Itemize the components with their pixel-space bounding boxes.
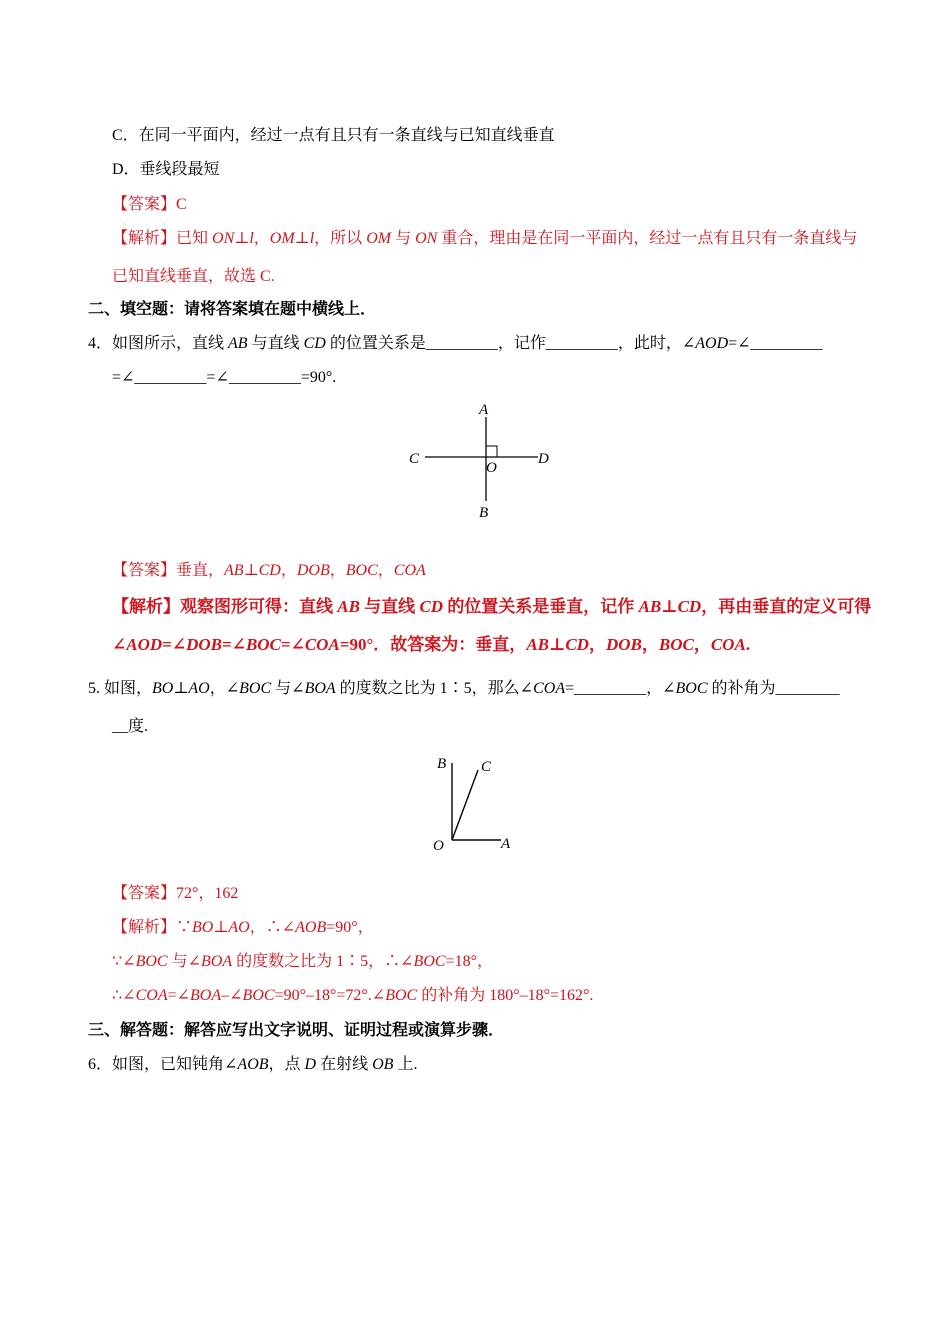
text: 5. 如图， [88, 680, 153, 697]
q5-answer [112, 883, 238, 905]
math: BOC [345, 562, 378, 579]
text: 与 [391, 230, 416, 247]
answer-text: 72°，162 [176, 885, 239, 902]
math: BOA [304, 680, 336, 697]
q4-stem-line-1 [88, 333, 823, 355]
math: BOC [135, 953, 168, 970]
text: 与直线 [359, 597, 420, 616]
text: ， [280, 562, 297, 579]
math: DOB [296, 562, 330, 579]
math: CD [419, 597, 444, 616]
math: AOD [695, 335, 729, 352]
math: AO [228, 919, 250, 936]
text: ，再由垂直的定义可得 [701, 597, 872, 616]
text: ，∠ [209, 680, 240, 697]
q3-analysis-line-2: 已知直线垂直，故选 C. [112, 268, 275, 285]
ray-oc [452, 770, 478, 840]
analysis-tag: 【解析】 [112, 597, 180, 616]
text: ⊥ [173, 680, 189, 697]
label-d: D [538, 451, 549, 467]
math: AB [526, 635, 549, 654]
text: ∠ [112, 635, 127, 654]
text: ， [253, 230, 270, 247]
text: 已知 [176, 230, 213, 247]
math: BOC [385, 987, 418, 1004]
text: 重合，理由是在同一平面内，经过一点有且只有一条直线与 [437, 230, 858, 247]
math: DOB [605, 635, 642, 654]
math: BOC [242, 987, 275, 1004]
text: ∵ [176, 919, 193, 936]
math: COA [135, 987, 168, 1004]
math: BO [152, 680, 174, 697]
text: ⊥ [213, 919, 229, 936]
math: AB [224, 562, 244, 579]
answer-text: C [176, 196, 187, 213]
answer-tag: 【答案】 [112, 196, 177, 213]
q5-analysis-line-3 [112, 985, 593, 1007]
math: COA [710, 635, 746, 654]
label-a: A [479, 402, 489, 418]
text: =∠ [167, 987, 191, 1004]
q4-analysis-line-2 [112, 634, 750, 656]
text: 4．如图所示，直线 [88, 335, 229, 352]
answer-tag: 【答案】 [112, 562, 177, 579]
q4-answer [112, 560, 426, 582]
math: DOB [186, 635, 222, 654]
text: =18°， [445, 953, 493, 970]
text: 6．如图，已知钝角∠ [88, 1056, 238, 1073]
math: BOC [413, 953, 446, 970]
math: l [249, 230, 254, 247]
label-a: A [501, 836, 511, 852]
text: ⊥ [294, 230, 310, 247]
math: CD [303, 335, 326, 352]
math: CD [565, 635, 589, 654]
label-b: B [479, 505, 489, 521]
text: =∠ [162, 635, 187, 654]
text: ⊥ [234, 230, 250, 247]
math: AOD [126, 635, 163, 654]
q3-answer [112, 194, 187, 216]
analysis-tag: 【解析】 [112, 919, 177, 936]
math: BOC [675, 680, 708, 697]
math: AO [188, 680, 210, 697]
text: ∵∠ [112, 953, 136, 970]
math: AB [337, 597, 360, 616]
q5-analysis-line-2 [112, 951, 493, 973]
text: =∠_________ [728, 335, 823, 352]
math: AOB [237, 1056, 269, 1073]
right-angle-mark [486, 446, 497, 457]
q6-stem-line-1 [88, 1054, 417, 1076]
text: ∴∠ [112, 987, 136, 1004]
math: D [304, 1056, 317, 1073]
math: ON [212, 230, 235, 247]
text: 的位置关系是垂直，记作 [443, 597, 639, 616]
text: =90°， [326, 919, 374, 936]
math: BOC [658, 635, 694, 654]
q4-perpendicular-figure [400, 398, 560, 523]
text: =90°．故答案为：垂直， [339, 635, 527, 654]
math: OM [366, 230, 392, 247]
text: 的补角为 180°–18°=162°. [417, 987, 594, 1004]
text: ， [693, 635, 711, 654]
text: 与∠ [271, 680, 305, 697]
section-2-title: 二、填空题：请将答案填在题中横线上． [88, 301, 377, 318]
text: 与∠ [167, 953, 202, 970]
text: ， [329, 562, 346, 579]
answer-tag: 【答案】 [112, 885, 177, 902]
q3-option-c: C．在同一平面内，经过一点有且只有一条直线与已知直线垂直 [112, 127, 555, 144]
text: ，点 [268, 1056, 305, 1073]
text: ⊥ [549, 635, 566, 654]
text: 的补角为________ [707, 680, 840, 697]
q5-stem-line-2: __度. [112, 718, 149, 735]
q4-stem-line-2: =∠_________=∠_________=90°. [112, 369, 337, 386]
analysis-tag: 【解析】 [112, 230, 177, 247]
text: . [745, 635, 751, 654]
text: 的度数之比为 1∶5，∴∠ [232, 953, 414, 970]
text: 在射线 [316, 1056, 373, 1073]
text: ⊥ [661, 597, 678, 616]
text: 的度数之比为 1∶5，那么∠ [335, 680, 534, 697]
text: –∠ [221, 987, 243, 1004]
math: OB [372, 1056, 394, 1073]
math: AB [228, 335, 248, 352]
text: =_________，∠ [565, 680, 676, 697]
math: ON [415, 230, 438, 247]
text: =∠ [280, 635, 305, 654]
text: =90°–18°=72°.∠ [274, 987, 386, 1004]
q5-angle-figure [428, 748, 523, 858]
text: ， [588, 635, 606, 654]
section-3-title: 三、解答题：解答应写出文字说明、证明过程或演算步骤． [88, 1022, 505, 1039]
text: =∠ [222, 635, 246, 654]
math: AOB [295, 919, 327, 936]
math: CD [677, 597, 702, 616]
math: OM [269, 230, 295, 247]
text: ，∴∠ [249, 919, 296, 936]
math: BOC [239, 680, 272, 697]
text: 垂直， [176, 562, 225, 579]
text: 的位置关系是_________，记作_________，此时，∠ [325, 335, 696, 352]
q5-stem-line-1 [88, 678, 840, 700]
label-b: B [437, 756, 447, 772]
q3-analysis-line-1 [112, 228, 857, 250]
math: BOA [190, 987, 222, 1004]
text: ⊥ [243, 562, 259, 579]
label-c: C [409, 451, 420, 467]
q5-analysis-line-1 [112, 917, 374, 939]
text: ， [641, 635, 659, 654]
label-c: C [481, 759, 492, 775]
text: ， [377, 562, 394, 579]
label-o: O [486, 460, 497, 476]
math: AB [638, 597, 662, 616]
math: BO [192, 919, 214, 936]
label-o: O [433, 838, 444, 854]
q4-analysis-line-1 [112, 596, 871, 618]
text: ，所以 [314, 230, 367, 247]
math: CD [258, 562, 281, 579]
math: l [309, 230, 315, 247]
text: 与直线 [247, 335, 304, 352]
text: 观察图形可得：直线 [180, 597, 338, 616]
math: COA [304, 635, 340, 654]
math: BOA [201, 953, 233, 970]
text: 上. [393, 1056, 418, 1073]
math: COA [393, 562, 426, 579]
q3-option-d: D．垂线段最短 [112, 161, 220, 178]
math: COA [533, 680, 566, 697]
math: BOC [245, 635, 281, 654]
